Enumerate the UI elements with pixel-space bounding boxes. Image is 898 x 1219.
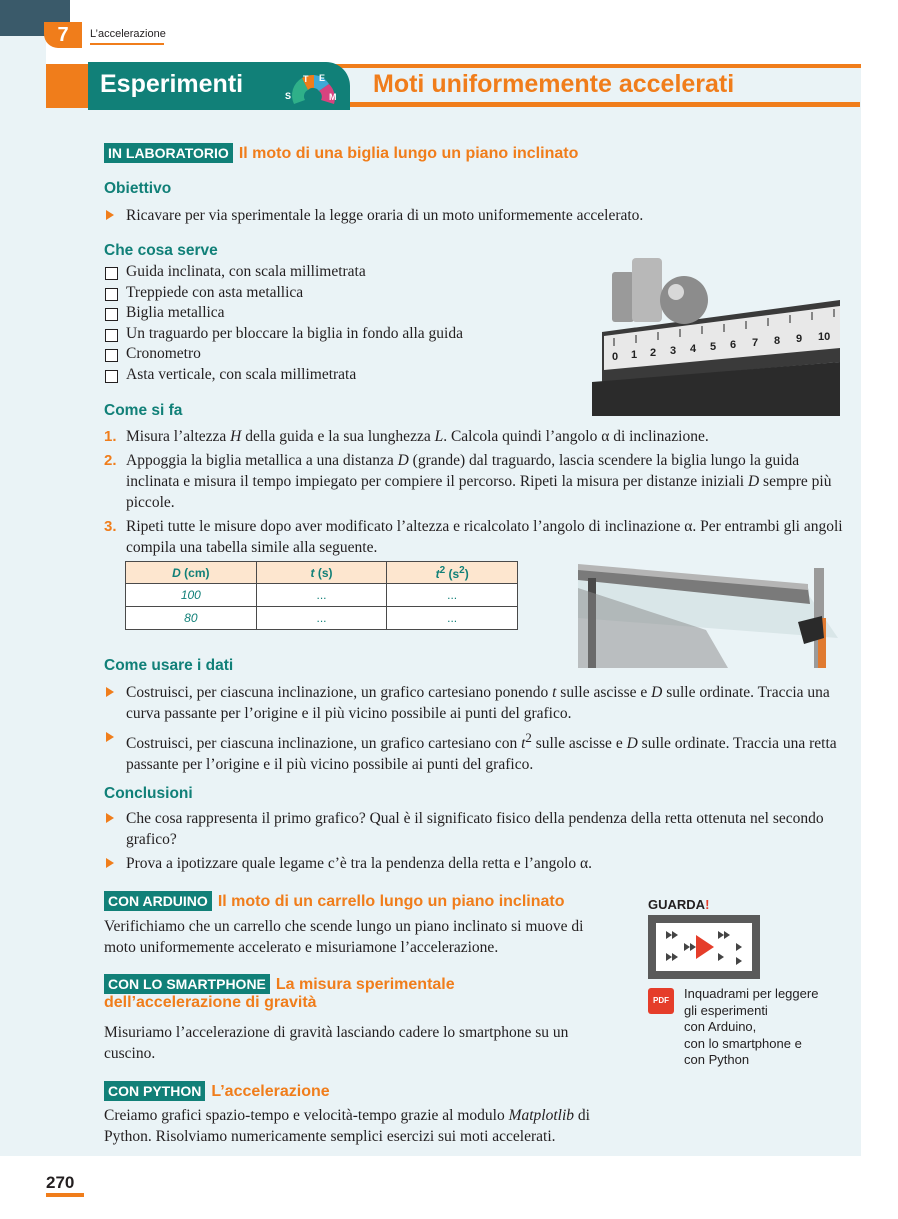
step-number: 3. [104,518,117,535]
procedure-list [104,426,844,561]
qr-caption: Inquadrami per leggere gli esperimenti con Arduino, con lo smartphone e con Python [684,986,819,1067]
left-band [0,36,46,1156]
ruler-tick-label: 1 [631,349,638,361]
chapter-rule [90,43,164,45]
bullet-text: Costruisci, per ciascuna inclinazione, un grafico cartesiano ponendo [126,684,553,701]
arduino-text: Verifichiamo che un carrello che scende lungo un piano inclinato si muove di moto uniformemente accelerato e misuriamone l’accelerazione. [104,918,584,956]
objective [104,205,844,229]
pdf-icon[interactable]: PDF [648,988,674,1014]
objective-heading: Obiettivo [104,180,172,197]
ruler-tick-label: 0 [612,351,619,363]
materials-heading: Che cosa serve [104,242,218,259]
bullet-var-t: t [552,684,557,701]
photo-ball-on-ruler [592,252,840,416]
data-usage-list [104,682,844,778]
banner-section-label: Esperimenti [100,70,244,98]
chapter-number: 7 [44,22,82,48]
material-text: Un traguardo per bloccare la biglia in fondo alla guida [126,324,463,342]
data-heading: Come usare i dati [104,657,234,674]
banner-title: Moti uniformemente accelerati [373,70,735,98]
bullet-arrow-icon [106,858,114,868]
python-text-part: Creiamo grafici spazio-tempo e velocità-tempo grazie al modulo [104,1107,509,1124]
arduino-title: Il moto di un carrello lungo un piano inclinato [217,893,565,910]
stem-logo [272,64,342,108]
objective-item [104,205,844,226]
checkbox-icon [105,308,118,321]
step-text: della guida e la sua lunghezza [241,428,435,445]
conclusion-item [104,808,844,850]
python-module: Matplotlib [508,1107,575,1124]
step-var-d: D [397,452,409,469]
step-text: sempre più piccole. [126,473,832,511]
step-text: Ripeti tutte le misure dopo aver modificato l’altezza e ricalcolato l’angolo di inclinazione α. Per entrambi gli angoli compila una tabella simile alla seguente. [126,518,843,556]
step-text: Misura l’altezza [126,428,231,445]
material-text: Biglia metallica [126,304,225,321]
table-row [126,607,518,630]
smartphone-title: La misura sperimentale [275,976,455,993]
stem-letter-t: T [303,74,309,84]
checkbox-icon [105,288,118,301]
video-pattern [656,923,752,971]
checkbox-icon [105,370,118,383]
step-text: . Calcola quindi l’angolo α di inclinazione. [443,428,709,445]
arduino-tag: CON ARDUINO [104,891,212,911]
column-header-d: D (cm) [126,562,257,584]
material-item [104,365,584,386]
table-cell: ... [256,584,387,607]
bullet-text: sulle ordinate. Traccia una curva passante per l’origine e il più vicino possibile ai punti del grafico. [126,684,830,722]
bullet-arrow-icon [106,210,114,220]
table-cell: ... [387,584,518,607]
procedure-heading: Come si fa [104,402,183,419]
bullet-text: Costruisci, per ciascuna inclinazione, un grafico cartesiano con [126,735,522,753]
conclusion-item [104,853,844,874]
table-row [126,584,518,607]
python-tag: CON PYTHON [104,1081,205,1101]
step-text: Appoggia la biglia metallica a una distanza [126,452,398,469]
procedure-step [104,450,844,513]
smartphone-tag: CON LO SMARTPHONE [104,974,270,994]
ruler-tick-label: 10 [818,331,831,343]
ruler-tick-label: 2 [650,347,657,359]
bullet-var-t: t [521,735,526,753]
conclusion-text: Che cosa rappresenta il primo grafico? Qual è il significato fisico della pendenza della retta ottenuta nel secondo grafico? [126,810,824,848]
step-var-l: L [434,428,444,445]
video-pattern-icon [656,923,752,971]
smartphone-heading [104,974,624,1012]
data-usage-item [104,682,844,724]
stem-letter-e: E [319,73,326,83]
ruler-tick-label: 4 [690,343,697,355]
bullet-text: sulle ordinate. Traccia una retta passante per l’origine e il più vicino possibile ai punti del grafico. [126,735,837,774]
conclusion-text: Prova a ipotizzare quale legame c’è tra la pendenza della retta e l’angolo α. [126,855,592,872]
arduino-heading [104,891,624,911]
smartphone-text: Misuriamo l’accelerazione di gravità lasciando cadere lo smartphone su un cuscino. [104,1024,569,1062]
checkbox-icon [105,329,118,342]
step-var-d: D [747,473,760,490]
material-item [104,283,584,304]
conclusions-heading: Conclusioni [104,785,193,802]
objective-text: Ricavare per via sperimentale la legge oraria di un moto uniformemente accelerato. [126,207,644,224]
bullet-exponent: 2 [525,730,532,745]
column-header-t: t (s) [256,562,387,584]
python-heading [104,1081,624,1101]
material-text: Treppiede con asta metallica [126,283,304,301]
step-var-h: H [230,428,242,445]
smartphone-title-line2: dell’accelerazione di gravità [104,994,317,1011]
python-text [104,1105,604,1147]
lab-tag: IN LABORATORIO [104,143,233,163]
materials-list [104,262,584,385]
banner-accent [46,64,88,108]
ruler-tick-label: 8 [774,335,781,347]
ruler-tick-label: 3 [670,345,677,357]
python-title: L’accelerazione [211,1083,330,1100]
data-usage-item [104,727,844,775]
photo-inclined-track [578,558,842,668]
play-icon [696,935,714,959]
lab-heading [104,143,844,163]
ruler-tick-label: 9 [796,333,803,345]
material-item [104,262,584,283]
material-item [104,303,584,324]
page-number: 270 [46,1173,75,1192]
table-cell: 80 [126,607,257,630]
material-item [104,324,584,345]
column-header-t2: $t^2$ $(s^2)$ [387,562,518,584]
table-cell: ... [256,607,387,630]
checkbox-icon [105,349,118,362]
guarda-label: GUARDA! [648,897,710,912]
banner-underline [350,102,860,107]
ruler-tick-label: 5 [710,341,717,353]
bullet-text: sulle ascisse e [531,735,627,753]
material-item [104,344,584,365]
table-cell: 100 [126,584,257,607]
procedure-step [104,426,844,447]
conclusions-list [104,808,844,877]
video-thumbnail[interactable] [648,915,760,979]
step-number: 2. [104,452,117,469]
ruler-tick-label: 6 [730,339,737,351]
chapter-title: L’accelerazione [90,28,166,40]
material-text: Asta verticale, con scala millimetrata [126,365,357,383]
ruler-tick-label: 7 [752,337,759,349]
measurement-table [125,561,518,630]
procedure-step [104,516,844,558]
stem-letter-s: S [285,91,292,101]
material-text: Cronometro [126,345,201,362]
step-number: 1. [104,428,117,445]
bullet-text: sulle ascisse e [556,684,652,701]
bullet-var-d: D [651,684,663,701]
checkbox-icon [105,267,118,280]
page-number-rule [46,1193,84,1197]
python-text-part: di Python. Risolviamo numericamente semplici esercizi sui moti accelerati. [104,1107,590,1145]
step-text: (grande) dal traguardo, lascia scendere la biglia lungo la guida inclinata e misura il tempo impiegato per compiere il percorso. Ripeti la misura per distanze iniziali [126,452,800,490]
bullet-arrow-icon [106,813,114,823]
stem-letter-m: M [329,92,337,102]
bullet-arrow-icon [106,687,114,697]
table-cell: ... [387,607,518,630]
material-text: Guida inclinata, con scala millimetrata [126,263,366,280]
bullet-var-d: D [626,735,638,753]
bullet-arrow-icon [106,732,114,742]
lab-title: Il moto di una biglia lungo un piano inclinato [238,145,579,162]
table-header-row [126,562,518,584]
